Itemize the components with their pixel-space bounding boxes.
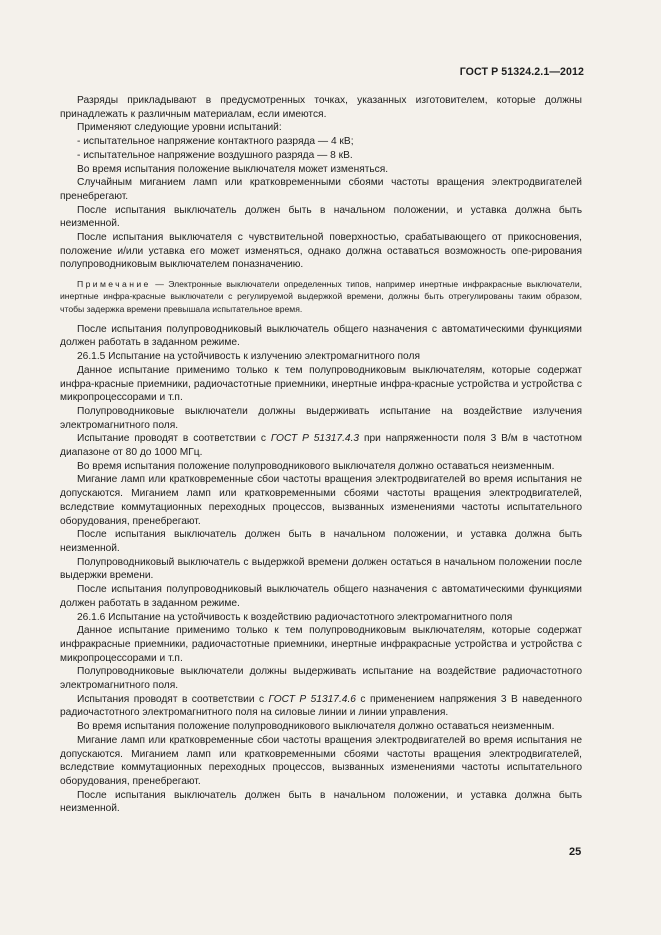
standard-reference: ГОСТ Р 51317.4.3 (270, 433, 360, 445)
paragraph: Во время испытания положение полупроводникового выключателя должно оставаться неизменным. (77, 721, 555, 733)
section-heading-26-1-5: 26.1.5 Испытание на устойчивость к излучению электромагнитного поля (77, 351, 420, 363)
paragraph (60, 693, 582, 720)
paragraph: Полупроводниковые выключатели должны выдерживать испытание на воздействие излучения электромагнитного поля. (60, 405, 582, 431)
paragraph: Мигание ламп или кратковременные сбои частоты вращения электродвигателей во время испытания не допускаются. Миганием ламп или кратковременными сбоями частоты вращения электродвигателей, вследствие коммутационных переходных процессов, вызванных изменениями частоты испытательного оборудования, пренебрегают. (60, 734, 582, 787)
standard-reference: ГОСТ Р 51317.4.6 (268, 693, 356, 705)
paragraph (60, 432, 582, 459)
text-run: Испытание проводят в соответствии с (77, 433, 271, 445)
page-number: 25 (569, 846, 582, 858)
paragraph: После испытания полупроводниковый выключатель общего назначения с автоматическими функциями должен работать в заданном режиме. (60, 323, 582, 349)
paragraph: Данное испытание применимо только к тем полупроводниковым выключателям, которые содержат инфра-красные приемники, радиочастотные приемники, инертные инфра-красные устройства и устройства с микропроцессорами и т.п. (60, 364, 582, 404)
section-heading-26-1-6: 26.1.6 Испытание на устойчивость к воздействию радиочастотного электромагнитного поля (77, 611, 513, 623)
paragraph: Разряды прикладывают в предусмотренных точках, указанных изготовителем, которые должны принадлежать к различным материалам, если имеются. (60, 95, 582, 120)
text-run: Испытания проводят в соответствии с (77, 693, 269, 705)
paragraph: Полупроводниковый выключатель с выдержкой времени должен остаться в начальном положении после выдержки времени. (60, 556, 582, 582)
text-run: с применением напряжения 3 В наведенного радиочастотного электромагнитного поля на силовые линии и линии управления. (60, 693, 582, 719)
paragraph: После испытания полупроводниковый выключатель общего назначения с автоматическими функциями должен работать в заданном режиме. (60, 584, 582, 609)
paragraph: Мигание ламп или кратковременные сбои частоты вращения электродвигателей во время испытания не допускаются. Миганием ламп или кратковременными сбоями частоты вращения электродвигателей, вследствие коммутационных переходных процессов, вызванных изменениями частоты испытательного оборудования, пренебрегают. (60, 474, 582, 527)
paragraph: Применяют следующие уровни испытаний: (77, 122, 282, 134)
page-body (60, 94, 582, 816)
note-block (60, 278, 582, 315)
list-item: - испытательное напряжение контактного разряда — 4 кВ; (77, 136, 354, 148)
paragraph: Данное испытание применимо только к тем полупроводниковым выключателям, которые содержат инфракрасные приемники, радиочастотные приемники, инертные инфракрасные устройства и устройства с микропроцессорами и т.п. (60, 625, 582, 664)
paragraph: После испытания выключатель должен быть в начальном положении, и уставка должна быть неизменной. (60, 204, 582, 230)
list-item: - испытательное напряжение воздушного разряда — 8 кВ. (77, 149, 353, 161)
paragraph: Полупроводниковые выключатели должны выдерживать испытание на воздействие радиочастотного электромагнитного поля. (60, 666, 582, 692)
text-run: при напряженности поля 3 В/м в частотном диапазоне от 80 до 1000 МГц. (60, 433, 583, 459)
paragraph: После испытания выключатель должен быть в начальном положении, и уставка должна быть неизменной. (60, 789, 582, 815)
paragraph: Во время испытания положение полупроводникового выключателя должно оставаться неизменным. (77, 460, 555, 472)
paragraph: Во время испытания положение выключателя может изменяться. (77, 163, 389, 175)
paragraph: После испытания выключателя с чувствительной поверхностью, срабатывающего от прикосновения, положение и/или уставка его может изменяться, однако должна оставаться возможность опе-рирования полупроводниковым выключателем поназначению. (60, 232, 582, 271)
paragraph: После испытания выключатель должен быть в начальном положении, и уставка должна быть неизменной. (60, 529, 582, 554)
note-label: Примечание (77, 279, 151, 290)
note-text: — Электронные выключатели определенных типов, например инертные инфракрасные выключатели, инертные инфра-красные выключатели с регулируемой выдержкой времени, должны быть отрегулированы таким образом, чтобы задержка времени превышала испытательное время. (60, 279, 583, 314)
paragraph: Случайным миганием ламп или кратковременными сбоями частоты вращения электродвигателей пренебрегают. (60, 177, 582, 202)
document-code-header: ГОСТ Р 51324.2.1—2012 (459, 66, 584, 78)
